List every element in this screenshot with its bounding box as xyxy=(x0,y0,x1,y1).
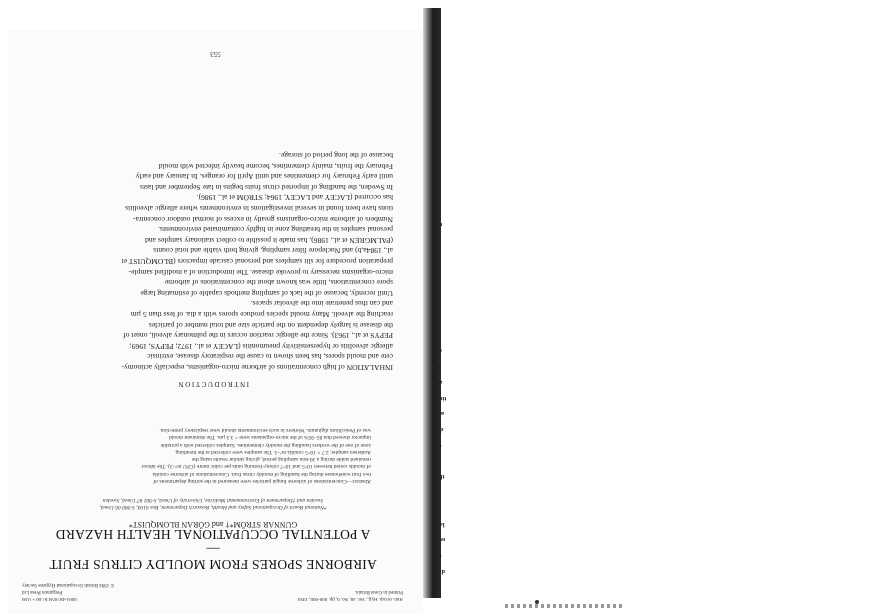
body-line: and can thus penetrate into the alveolar spaces. xyxy=(250,299,393,309)
scan-smudge xyxy=(505,604,625,608)
clipped-word: zed xyxy=(433,378,443,386)
left-page-scan xyxy=(8,30,423,614)
clipped-word: lard xyxy=(433,520,445,528)
affiliation-line: Sweden and †Department of Environmental Medicine, University of Umeå, S-901 87 Umeå, Sweden xyxy=(102,497,324,503)
clipped-word: ml xyxy=(433,363,441,370)
publisher-header-line: Pergamon Press Ltd xyxy=(22,589,63,594)
clipped-word: ce xyxy=(433,236,439,244)
body-line: reaching the alveoli. Many mould species produce spores with a dia. of less than 5 µm xyxy=(130,310,393,320)
clipped-word: the xyxy=(433,441,442,449)
publisher-header xyxy=(22,581,142,602)
body-line: Until recently, because of the lack of sampling methods capable of estimating large xyxy=(140,288,393,298)
body-line: allergic alveolitis or hypersensitivity pneumonitis (LACEY et al., 1972; PEPYS, 1969; xyxy=(129,341,393,351)
body-line: tions have been found in several investigations in environments where allergic alveolitis xyxy=(125,204,393,214)
page-content-upside-down xyxy=(8,30,423,614)
right-page-scan xyxy=(423,8,880,614)
abstract-line: two fruit warehouses during the handling of mouldy citrus fruit. Concentrations of airborne conidia xyxy=(152,470,371,477)
article-title xyxy=(43,527,383,572)
body-line: preparation procedure for slit samplers and personal cascade impactors (BLOMQUIST et xyxy=(121,257,393,267)
clipped-word: ore xyxy=(433,347,442,355)
clipped-word: ure xyxy=(433,221,443,229)
abstract-line: Andersen sampler, 2.7 × 10^5 conidia m^-3. The samples were collected at the breathing xyxy=(175,448,371,455)
abstract-line: remained stable during a 30-min sampling period, giving similar results using the xyxy=(191,456,371,463)
body-line: Numbers of airborne micro-organisms greatly in excess of normal outdoor concentra- xyxy=(132,214,393,224)
body-line: micro-organisms necessary to provoke disease. The introduction of a modified sample- xyxy=(128,267,393,277)
publisher-header-line: 0003-4878/94 $7.00 + 0.00 xyxy=(22,596,77,601)
body-line: PEPYS et al., 1963). Since the allergic reaction occurs in the pulmonary alveoli, onset of xyxy=(123,331,393,341)
clipped-word: ce xyxy=(433,457,439,465)
journal-header-line: Ann. occup. Hyg., Vol. 38, No. 6, pp. 000-000, 1994 xyxy=(298,596,403,601)
clipped-text-column xyxy=(433,8,457,598)
body-line: INHALATION of high concentrations of airborne micro-organisms, especially actinomy- xyxy=(121,363,393,372)
clipped-word: ol xyxy=(433,189,439,197)
clipped-word: ol xyxy=(433,268,439,276)
article-title-line: A POTENTIAL OCCUPATIONAL HEALTH HAZARD xyxy=(55,527,371,542)
body-line: cete and mould spores, has been shown to cause the respiratory disease, extrinsic xyxy=(147,352,393,362)
abstract-line: Abstract—Concentrations of airborne fungal particles were measured in the sorting departments of xyxy=(153,478,371,484)
clipped-word: nt xyxy=(433,252,439,260)
clipped-word: cly xyxy=(433,489,441,497)
clipped-word: sle xyxy=(433,331,441,339)
journal-header-line: Printed in Great Britain. xyxy=(354,589,403,594)
clipped-word: ours xyxy=(433,536,446,544)
clipped-word: nt xyxy=(433,173,439,181)
introduction-body xyxy=(31,150,393,372)
body-line: spore concentrations, little was known about the concentrations of airborne xyxy=(164,278,393,288)
body-line: because of the long period of storage. xyxy=(278,151,393,161)
abstract-line: zone of one of the workers handling the mouldy clementines. Samples collected with a portable xyxy=(160,441,371,448)
clipped-word: the xyxy=(433,552,442,560)
page-number: 553 xyxy=(210,50,221,58)
article-authors: GUNNAR STRÖM*† and GÖRAN BLOMQUIST* xyxy=(128,520,298,529)
section-heading-introduction: INTRODUCTION xyxy=(176,380,250,388)
clipped-word: alve xyxy=(433,410,445,418)
body-line: until early February for clementines and until April for oranges. In January and early xyxy=(135,172,393,182)
abstract xyxy=(47,426,371,484)
clipped-word: ther xyxy=(433,473,445,481)
clipped-word: ble xyxy=(433,284,442,292)
clipped-word: ela xyxy=(433,315,441,323)
body-line: (PALMGREN et al., 1986), has made it possible to collect stationary samples and xyxy=(145,235,393,245)
clipped-word: tions xyxy=(433,394,447,402)
clipped-word: ml xyxy=(433,205,441,213)
author-affiliation xyxy=(37,496,389,510)
article-title-line: AIRBORNE SPORES FROM MOULDY CITRUS FRUIT— xyxy=(49,542,377,572)
clipped-word: d on xyxy=(433,568,446,575)
body-line: has occurred (LACEY and LACEY, 1964; STRÖM et al., 1986). xyxy=(196,193,393,203)
body-line: In Sweden, the handling of imported citrus fruits begins in late September and lasts xyxy=(139,182,393,192)
body-line: February the fruits, mainly clementines, become heavily infected with mould xyxy=(158,161,393,171)
clipped-word: tol xyxy=(433,299,441,307)
affiliation-line: *National Board of Occupational Safety and Health, Research Department, Box 6104, S-900 06 Umeå, xyxy=(99,504,327,510)
abstract-line: of moulds varied between 10^5 and 10^7 colony-forming units per cubic metre (CFU m^-3). The labour xyxy=(141,463,371,470)
clipped-word: all xyxy=(433,504,440,512)
abstract-line: was of Penicillium digitatum. Workers in such environments should wear respiratory protection. xyxy=(159,426,371,433)
body-line: personal samples in the breathing zone in highly contaminated environments. xyxy=(158,225,393,235)
body-line: al., 1984a,b) and Nuclepore filter sampling, giving both viable and total counts xyxy=(153,246,393,256)
abstract-line: impactor showed that 85–95% of the micro-organisms were < 3.3 µm. The dominant mould xyxy=(168,434,371,441)
body-line: the disease is largely dependent on the particle size and total number of particles xyxy=(148,320,393,330)
clipped-word: don xyxy=(433,426,444,434)
publisher-header-line: © 1994 British Occupational Hygiene Society xyxy=(22,582,115,587)
